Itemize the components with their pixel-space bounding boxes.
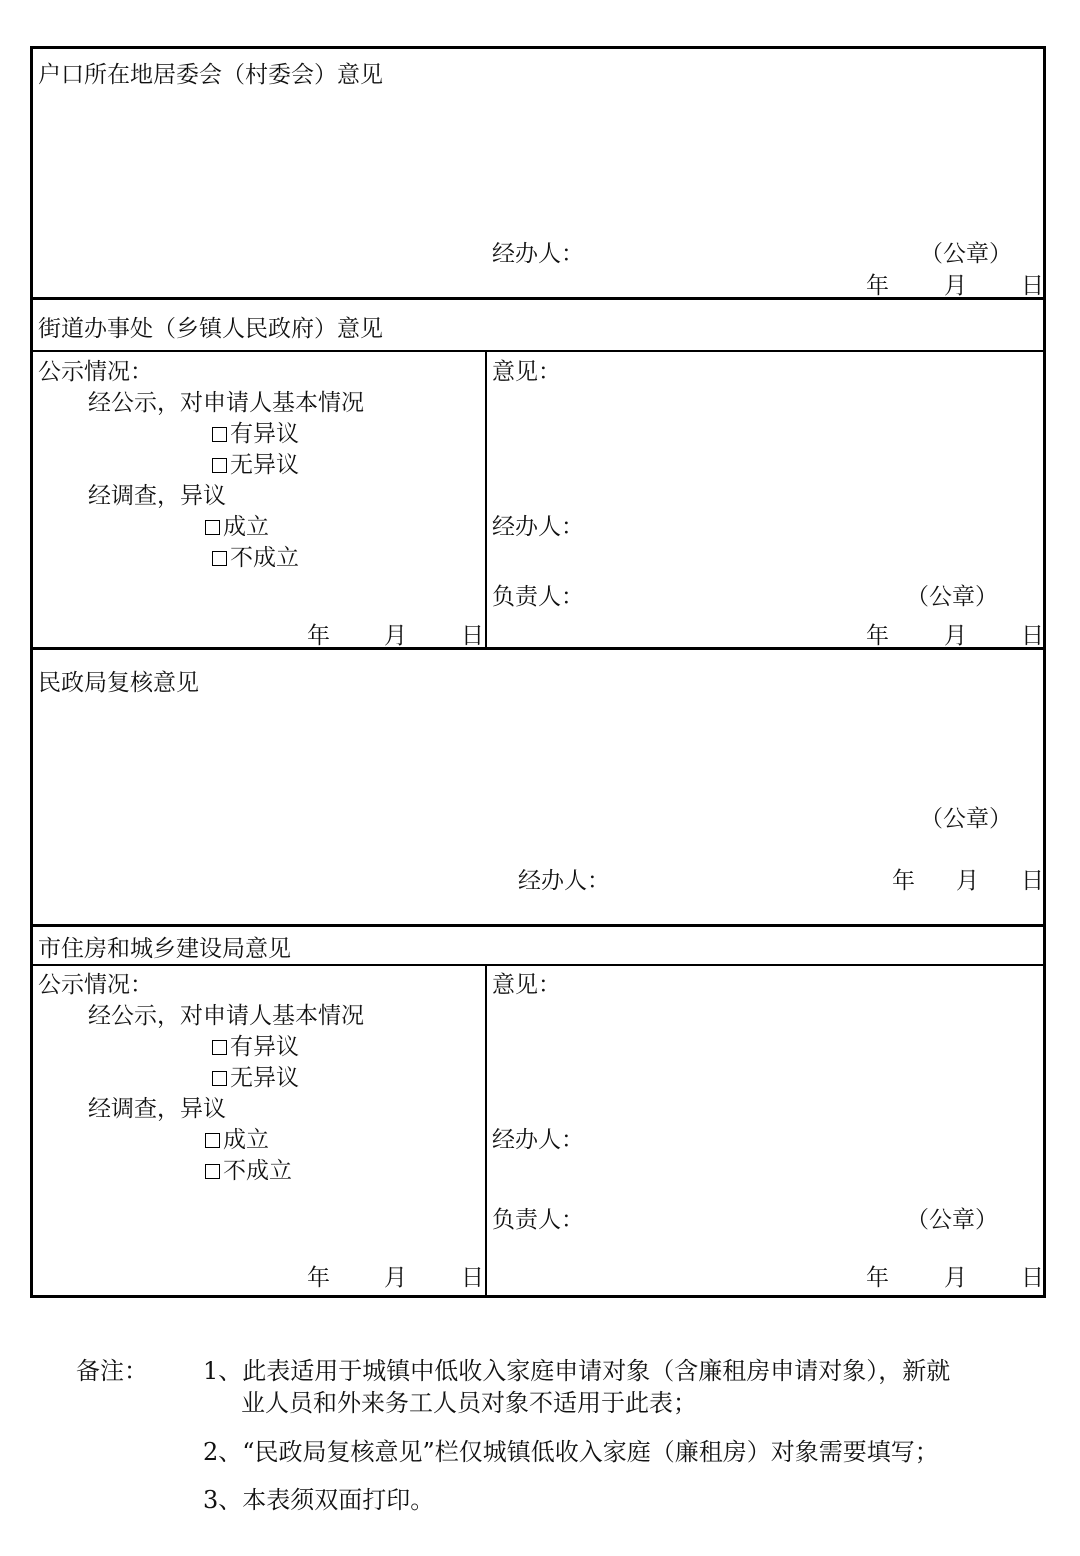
date-month: 月 <box>384 1265 407 1291</box>
publicity-line: 经公示，对申请人基本情况 <box>88 1003 364 1029</box>
checkbox[interactable] <box>212 458 227 473</box>
column-divider <box>485 964 487 1298</box>
date-day: 日 <box>1021 1265 1044 1291</box>
option-not-established: 不成立 <box>212 544 299 572</box>
publicity-heading: 公示情况： <box>38 359 153 385</box>
handler-label: 经办人： <box>518 868 610 894</box>
date-year: 年 <box>866 1265 889 1291</box>
option-established: 成立 <box>205 1126 269 1154</box>
option-not-established: 不成立 <box>205 1157 292 1185</box>
section-title-subdistrict: 街道办事处（乡镇人民政府）意见 <box>38 316 383 342</box>
date-year: 年 <box>866 273 889 299</box>
option-no-objection: 无异议 <box>212 451 299 479</box>
date-month: 月 <box>944 1265 967 1291</box>
responsible-label: 负责人： <box>492 1207 584 1233</box>
note-1: 1、此表适用于城镇中低收入家庭申请对象（含廉租房申请对象），新就 <box>203 1357 951 1385</box>
seal-label: （公章） <box>920 806 1012 832</box>
divider <box>30 297 1046 300</box>
date-day: 日 <box>1021 623 1044 649</box>
divider <box>30 647 1046 650</box>
note-3: 3、本表须双面打印。 <box>203 1486 435 1514</box>
publicity-heading: 公示情况： <box>38 972 153 998</box>
handler-label: 经办人： <box>492 514 584 540</box>
section-title-civil-affairs: 民政局复核意见 <box>38 670 199 696</box>
date-month: 月 <box>384 623 407 649</box>
option-no-objection: 无异议 <box>212 1064 299 1092</box>
divider <box>30 924 1046 927</box>
opinion-label: 意见： <box>492 359 561 385</box>
checkbox[interactable] <box>205 1133 220 1148</box>
date-month: 月 <box>956 868 979 894</box>
date-year: 年 <box>307 1265 330 1291</box>
seal-label: （公章） <box>906 1207 998 1233</box>
divider <box>30 964 1046 966</box>
investigation-line: 经调查，异议 <box>88 1096 226 1122</box>
checkbox[interactable] <box>205 520 220 535</box>
section-title-community: 户口所在地居委会（村委会）意见 <box>38 62 383 88</box>
section-title-housing-bureau: 市住房和城乡建设局意见 <box>38 936 291 962</box>
column-divider <box>485 350 487 648</box>
responsible-label: 负责人： <box>492 584 584 610</box>
note-2: 2、“民政局复核意见”栏仅城镇低收入家庭（廉租房）对象需要填写； <box>203 1438 939 1466</box>
checkbox[interactable] <box>212 551 227 566</box>
date-day: 日 <box>461 1265 484 1291</box>
date-month: 月 <box>944 623 967 649</box>
date-day: 日 <box>461 623 484 649</box>
handler-label: 经办人： <box>492 1127 584 1153</box>
date-month: 月 <box>944 273 967 299</box>
opinion-label: 意见： <box>492 972 561 998</box>
publicity-line: 经公示，对申请人基本情况 <box>88 390 364 416</box>
option-established: 成立 <box>205 513 269 541</box>
option-objection: 有异议 <box>212 1033 299 1061</box>
checkbox[interactable] <box>212 1071 227 1086</box>
divider <box>30 350 1046 352</box>
checkbox[interactable] <box>212 427 227 442</box>
note-1-cont: 业人员和外来务工人员对象不适用于此表； <box>241 1389 697 1417</box>
seal-label: （公章） <box>906 584 998 610</box>
date-year: 年 <box>307 623 330 649</box>
checkbox[interactable] <box>205 1164 220 1179</box>
handler-label: 经办人： <box>492 241 584 267</box>
date-year: 年 <box>866 623 889 649</box>
seal-label: （公章） <box>920 241 1012 267</box>
notes-label: 备注： <box>76 1357 148 1385</box>
date-year: 年 <box>892 868 915 894</box>
investigation-line: 经调查，异议 <box>88 483 226 509</box>
checkbox[interactable] <box>212 1040 227 1055</box>
date-day: 日 <box>1021 868 1044 894</box>
date-day: 日 <box>1021 273 1044 299</box>
option-objection: 有异议 <box>212 420 299 448</box>
